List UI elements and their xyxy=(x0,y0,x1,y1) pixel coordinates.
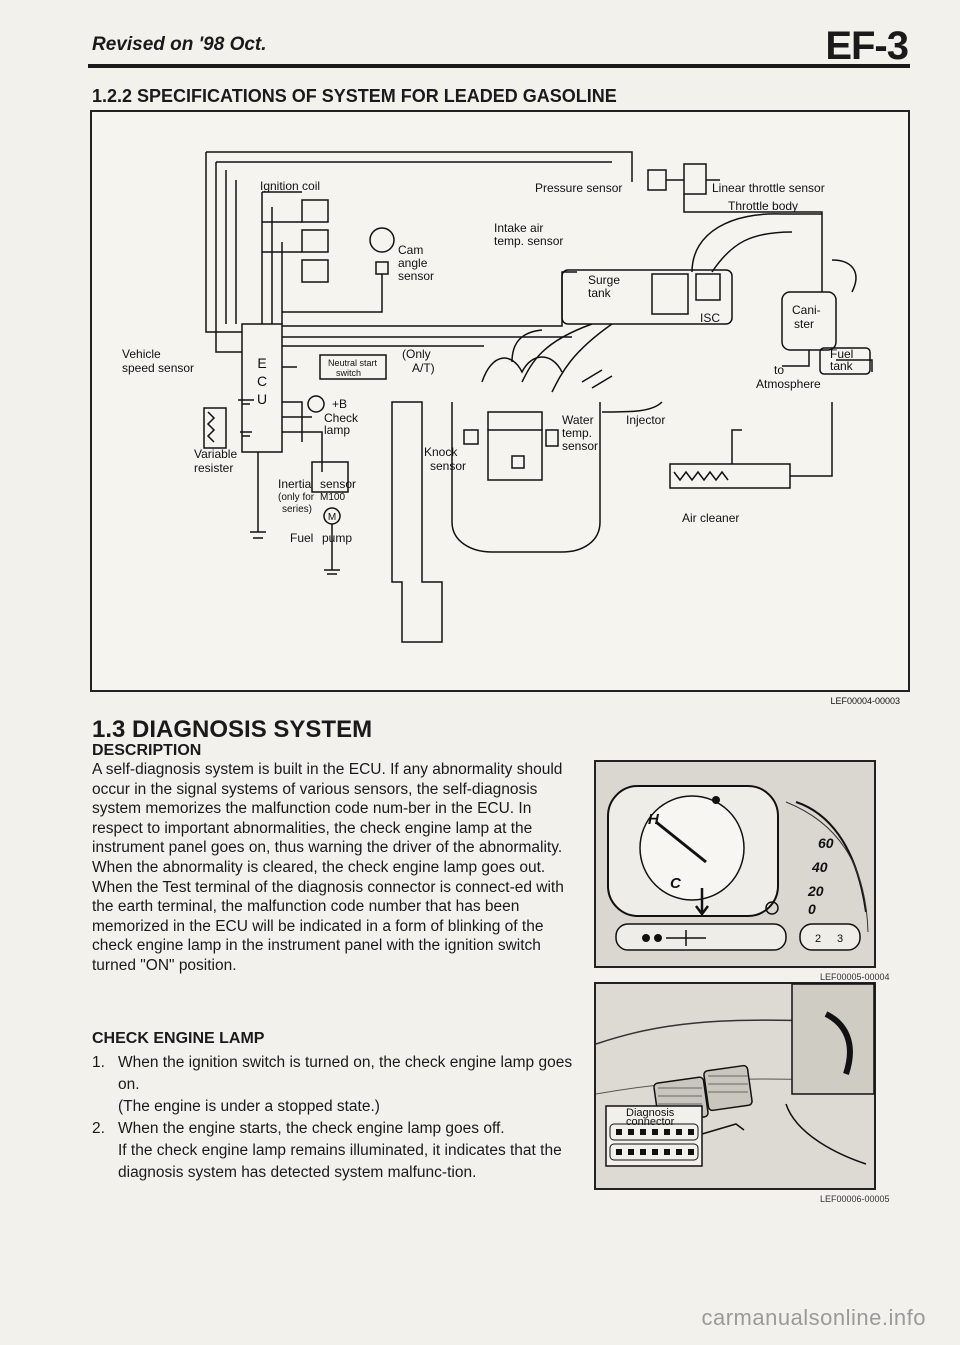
gauge-0: 0 xyxy=(808,901,816,917)
description-para-3: When the Test terminal of the diagnosis connector is connect-ed with the earth terminal, the malfunction code number that has been memorized in the ECU will be indicated in a form of blinking of the check engine lamp in the instrument panel with the ignition switch turned "ON" position. xyxy=(92,878,564,974)
label-water-2: temp. xyxy=(562,426,593,440)
label-ecu-c: C xyxy=(256,373,268,389)
label-ecu-e: E xyxy=(257,355,267,371)
system-diagram xyxy=(90,110,910,706)
system-diagram-svg xyxy=(92,112,908,706)
label-inertia-5: series) xyxy=(282,504,313,515)
label-fuel-pump-1: Fuel xyxy=(290,531,314,545)
label-ignition-coil: Ignition coil xyxy=(260,179,321,193)
diagnosis-connector-svg xyxy=(596,984,874,1188)
label-isc: ISC xyxy=(700,311,721,325)
description-para-2: When the abnormality is cleared, the check engine lamp goes out. xyxy=(92,858,546,876)
list-item-line: When the ignition switch is turned on, the check engine lamp goes on. xyxy=(118,1054,573,1093)
watermark: carmanualsonline.info xyxy=(701,1305,926,1330)
revision-note: Revised on '98 Oct. xyxy=(92,34,267,55)
diagnosis-connector-photo xyxy=(594,982,876,1190)
section-122-title: 1.2.2 SPECIFICATIONS OF SYSTEM FOR LEADED GASOLINE xyxy=(92,86,617,106)
label-water-3: sensor xyxy=(562,439,599,453)
connector-label-2: connector xyxy=(626,1116,675,1128)
label-check-2: lamp xyxy=(324,423,351,437)
description-heading: DESCRIPTION xyxy=(92,742,202,759)
label-to: to xyxy=(774,363,785,377)
description-para-1: A self-diagnosis system is built in the ECU. If any abnormality should occur in the signal systems of various sensors, the self-diagnosis system memorizes the malfunction code num-ber in the ECU. In respect to important abnormalities, the check engine lamp at the instrument panel goes on, thus warning the driver of the abnormality. xyxy=(92,761,563,857)
gauge-c: C xyxy=(670,875,681,892)
label-variable-2: resister xyxy=(194,461,234,475)
gauge-60: 60 xyxy=(818,835,834,851)
gauge-h: H xyxy=(648,811,659,828)
instrument-panel-svg xyxy=(596,762,874,966)
label-vehicle-2: speed sensor xyxy=(122,361,195,375)
label-inertia-2: sensor xyxy=(320,477,357,491)
list-item-number: 2. xyxy=(92,1120,105,1137)
label-atmosphere: Atmosphere xyxy=(756,377,821,391)
label-only-1: (Only xyxy=(402,347,431,361)
instrument-panel-photo xyxy=(594,760,876,968)
label-intake-1: Intake air xyxy=(494,221,544,235)
label-linear-throttle-sensor: Linear throttle sensor xyxy=(712,181,825,195)
label-cam-1: Cam xyxy=(398,243,424,257)
label-vehicle-1: Vehicle xyxy=(122,347,161,361)
list-item xyxy=(92,1052,582,1118)
label-fuel-tank-1: Fuel xyxy=(830,347,854,361)
gauge-40: 40 xyxy=(812,859,828,875)
label-injector: Injector xyxy=(626,413,666,427)
panel-button-3: 3 xyxy=(836,933,844,945)
label-cam-3: sensor xyxy=(398,269,435,283)
instrument-photo-code: LEF00005-00004 xyxy=(820,972,890,982)
label-motor: M xyxy=(327,512,337,523)
label-intake-2: temp. sensor xyxy=(494,234,564,248)
page-code: EF-3 xyxy=(825,24,908,68)
label-only-2: A/T) xyxy=(412,361,435,375)
ignition-coil-2 xyxy=(302,230,328,252)
list-item-line: If the check engine lamp remains illuminated, it indicates that the diagnosis system has detected system malfunc-tion. xyxy=(118,1142,562,1181)
list-item-line: When the engine starts, the check engine lamp goes off. xyxy=(118,1120,505,1137)
label-canister-2: ster xyxy=(794,317,815,331)
connector-photo-code: LEF00006-00005 xyxy=(820,1194,890,1204)
label-ecu-u: U xyxy=(256,391,268,407)
diagram-code: LEF00004-00003 xyxy=(830,696,900,706)
label-inertia-3: (only for xyxy=(278,492,315,503)
label-air-cleaner: Air cleaner xyxy=(682,511,740,525)
panel-button-2: 2 xyxy=(814,933,822,945)
label-knock-2: sensor xyxy=(430,459,467,473)
gauge-20: 20 xyxy=(808,883,824,899)
label-inertia-4: M100 xyxy=(320,492,346,503)
label-cam-2: angle xyxy=(398,256,428,270)
connector-label-1: Diagnosis xyxy=(626,1107,675,1119)
list-item-number: 1. xyxy=(92,1054,105,1071)
label-pressure-sensor: Pressure sensor xyxy=(535,181,623,195)
description-body xyxy=(92,760,582,976)
label-neutral-1: Neutral start xyxy=(328,358,378,368)
label-surge-2: tank xyxy=(588,286,611,300)
header-rule xyxy=(88,64,910,68)
ignition-coil-1 xyxy=(302,200,328,222)
check-lamp-list xyxy=(92,1052,582,1184)
label-throttle-body: Throttle body xyxy=(728,199,799,213)
list-item-line: (The engine is under a stopped state.) xyxy=(118,1098,380,1115)
label-knock-1: Knock xyxy=(424,445,458,459)
label-surge-1: Surge xyxy=(588,273,621,287)
label-fuel-pump-2: pump xyxy=(322,531,353,545)
label-neutral-2: switch xyxy=(336,368,362,378)
label-inertia-1: Inertia xyxy=(278,477,312,491)
list-item xyxy=(92,1118,582,1184)
ignition-coil-3 xyxy=(302,260,328,282)
label-fuel-tank-2: tank xyxy=(830,359,853,373)
label-variable-1: Variable xyxy=(194,447,238,461)
label-canister-1: Cani- xyxy=(792,303,821,317)
label-plus-b: +B xyxy=(332,397,348,411)
label-water-1: Water xyxy=(562,413,594,427)
label-check-1: Check xyxy=(324,411,359,425)
check-lamp-heading: CHECK ENGINE LAMP xyxy=(92,1030,265,1047)
section-13-title: 1.3 DIAGNOSIS SYSTEM xyxy=(92,716,373,743)
